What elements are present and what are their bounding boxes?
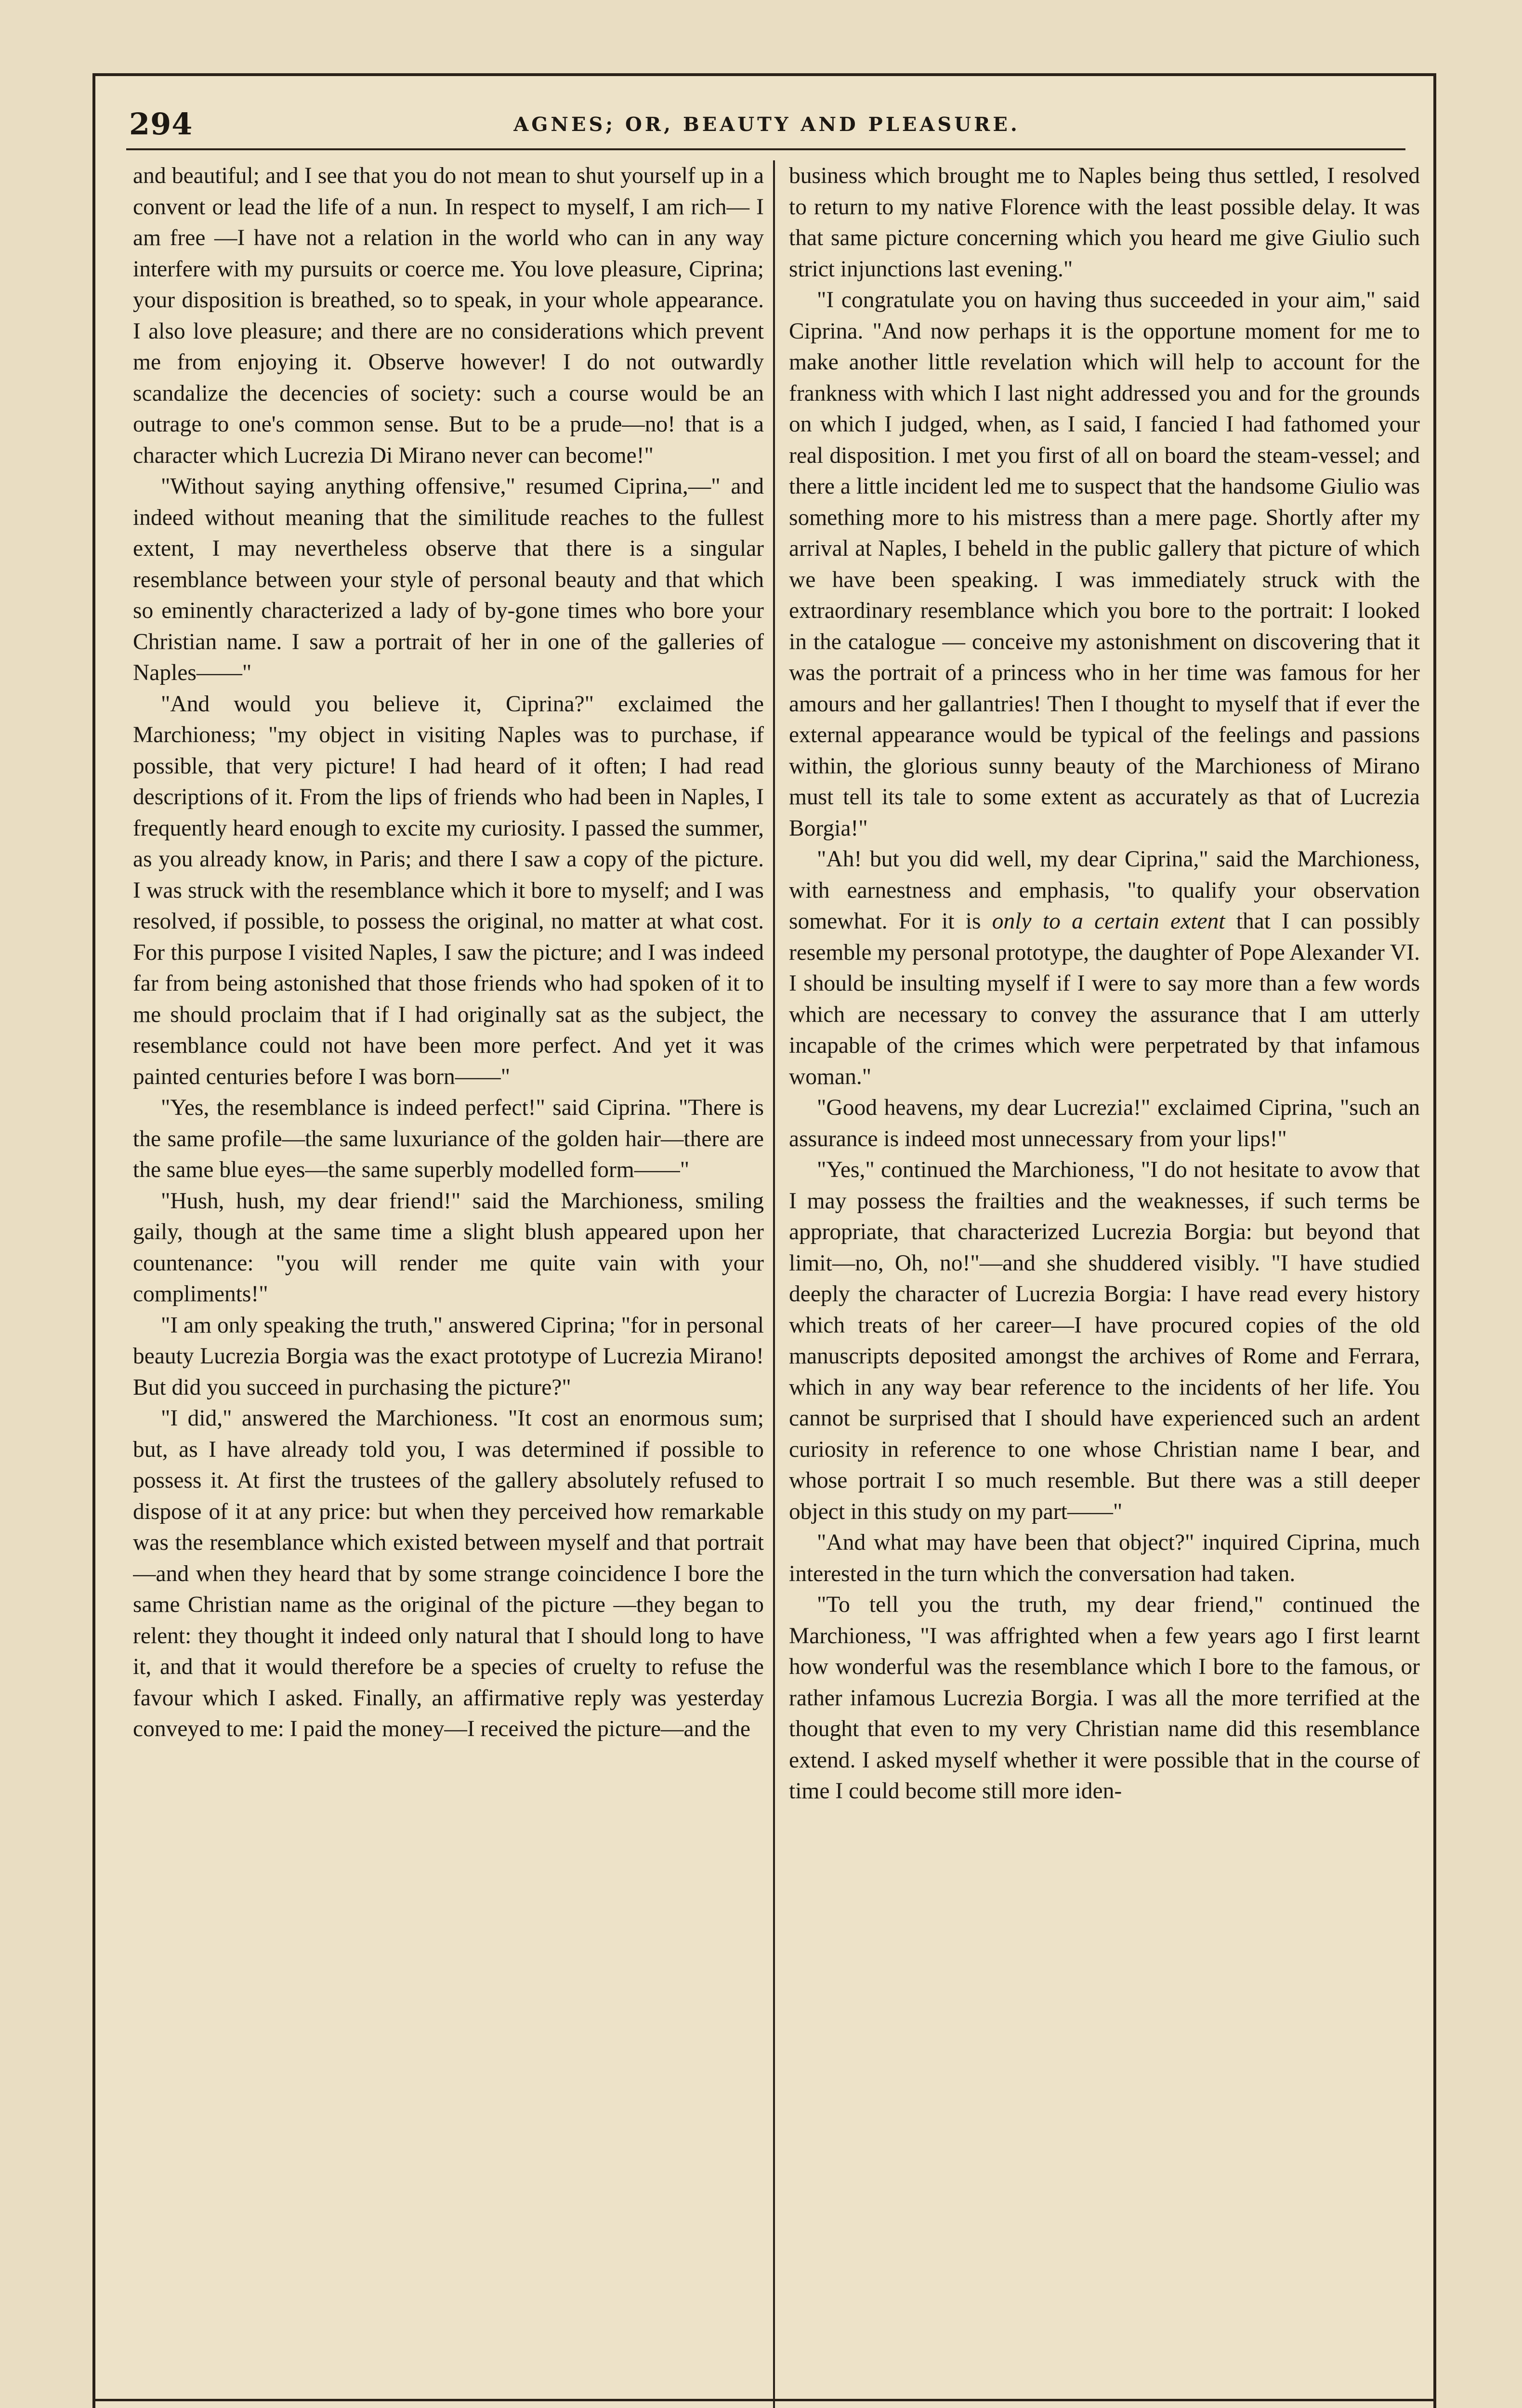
text-run: that I can possibly resemble my personal prototype, the daughter of Pope Alexander VI. I should be insulting myself if I were to say more than a few words which are necessary to convey the assurance that I am utterly incapable of the crimes which were perpetrated by that infamous woman." — [789, 909, 1420, 1089]
paragraph: "And what may have been that object?" inquired Ciprina, much interested in the turn which the conversation had taken. — [789, 1530, 1420, 1586]
paragraph: business which brought me to Naples being thus settled, I resolved to return to my native Florence with the least possible delay. It was that same picture concerning which you heard me give Giulio such strict injunctions last evening." — [789, 163, 1420, 282]
running-title: AGNES; OR, BEAUTY AND PLEASURE. — [513, 113, 1020, 136]
paragraph: "I did," answered the Marchioness. "It cost an enormous sum; but, as I have already told you, I was determined if possible to possess it. At first the trustees of the gallery absolutely refused to dispose of it at any price: but when they perceived how remarkable was the resemblance which existed between myself and that portrait—and when they heard that by some strange coincidence I bore the same Christian name as the original of the picture —they began to relent: they thought it indeed only natural that I should long to have it, and that it would therefore be a species of cruelty to refuse the favour which I asked. Finally, an affirmative reply was yesterday conveyed to me: I paid the money—I received the picture—and the — [133, 1406, 764, 1741]
paragraph: "And would you believe it, Ciprina?" exclaimed the Marchioness; "my object in visiting Naples was to purchase, if possible, that very picture! I had heard of it often; I had read descriptions of it. From the lips of friends who had been in Naples, I frequently heard enough to excite my curiosity. I passed the summer, as you already know, in Paris; and there I saw a copy of the picture. I was struck with the resemblance which it bore to myself; and I was resolved, if possible, to possess the original, no matter at what cost. For this purpose I visited Naples, I saw the picture; and I was indeed far from being astonished that those friends who had spoken of it to me should proclaim that if I had originally sat as the subject, the resemblance could not have been more perfect. And yet it was painted centuries before I was born——" — [133, 691, 764, 1089]
paragraph: "I am only speaking the truth," answered Ciprina; "for in personal beauty Lucrezia Borgia was the exact prototype of Lucrezia Mirano! But did you succeed in purchasing the picture?" — [133, 1312, 764, 1400]
paragraph: and beautiful; and I see that you do not mean to shut yourself up in a convent or lead the life of a nun. In respect to myself, I am rich— I am free —I have not a relation in the world who can in any way interfere with my pursuits or coerce me. You love pleasure, Ciprina; your disposition is breathed, so to speak, in your whole appearance. I also love pleasure; and there are no considerations which prevent me from enjoying it. Observe however! I do not outwardly scandalize the decencies of society: such a course would be an outrage to one's common sense. But to be a prude—no! that is a character which Lucrezia Di Mirano never can become!" — [133, 163, 764, 468]
page-header — [129, 103, 1404, 151]
right-column — [789, 160, 1420, 2408]
header-rule — [126, 148, 1405, 150]
paragraph: "Without saying anything offensive," resumed Ciprina,—" and indeed without meaning that the similitude reaches to the fullest extent, I may nevertheless observe that there is a singular resemblance between your style of personal beauty and that which so eminently characterized a lady of by-gone times who bore your Christian name. I saw a portrait of her in one of the galleries of Naples——" — [133, 474, 764, 685]
paragraph: "Hush, hush, my dear friend!" said the Marchioness, smiling gaily, though at the same time a slight blush appeared upon her countenance: "you will render me quite vain with your compliments!" — [133, 1188, 764, 1307]
paragraph: "I congratulate you on having thus succeeded in your aim," said Ciprina. "And now perhaps it is the opportune moment for me to make another little revelation which will help to account for the frankness with which I last night addressed you and for the grounds on which I judged, when, as I said, I fancied I had fathomed your real disposition. I met you first of all on board the steam-vessel; and there a little incident led me to suspect that the handsome Giulio was something more to his mistress than a mere page. Shortly after my arrival at Naples, I beheld in the public gallery that picture of which we have been speaking. I was immediately struck with the extraordinary resemblance which you bore to the portrait: I looked in the catalogue — conceive my astonishment on discovering that it was the portrait of a princess who in her time was famous for her amours and her gallantries! Then I thought to myself that if ever the external appearance would be typical of the feelings and passions within, the glorious sunny beauty of the Marchioness of Mirano must tell its tale to some extent as accurately as that of Lucrezia Borgia!" — [789, 288, 1420, 841]
paragraph: "Good heavens, my dear Lucrezia!" exclaimed Ciprina, "such an assurance is indeed most unnecessary from your lips!" — [789, 1095, 1420, 1152]
emphasis: only to a certain extent — [992, 909, 1225, 934]
left-column — [133, 160, 764, 2408]
footer-rule — [95, 2399, 1433, 2401]
text-run: "Ah! but you did well, my dear Ciprina," said the Marchioness, with earnestness and emphasis, "to qualify your observation somewhat. For it is — [789, 847, 1420, 934]
column-divider — [773, 160, 775, 2408]
paragraph — [789, 844, 1420, 1092]
paragraph: "Yes," continued the Marchioness, "I do not hesitate to avow that I may possess the frailties and the weaknesses, if such terms be appropriate, that characterized Lucrezia Borgia: but beyond that limit—no, Oh, no!"—and she shuddered visibly. "I have studied deeply the character of Lucrezia Borgia: I have read every history which treats of her career—I have procured copies of the old manuscripts deposited amongst the archives of Rome and Ferrara, which in any way bear reference to the incidents of her life. You cannot be surprised that I should have experienced such an ardent curiosity in reference to one whose Christian name I bear, and whose portrait I so much resemble. But there was a still deeper object in this study on my part——" — [789, 1157, 1420, 1524]
page-number: 294 — [129, 106, 193, 142]
page-frame — [92, 73, 1436, 2408]
paragraph: "To tell you the truth, my dear friend," continued the Marchioness, "I was affrighted when a few years ago I first learnt how wonderful was the resemblance which I bore to the famous, or rather infamous Lucrezia Borgia. I was all the more terrified at the thought that even to my very Christian name did this resemblance extend. I asked myself whether it were possible that in the course of time I could become still more iden- — [789, 1592, 1420, 1804]
paragraph: "Yes, the resemblance is indeed perfect!" said Ciprina. "There is the same profile—the same luxuriance of the golden hair—there are the same blue eyes—the same superbly modelled form——" — [133, 1095, 764, 1182]
